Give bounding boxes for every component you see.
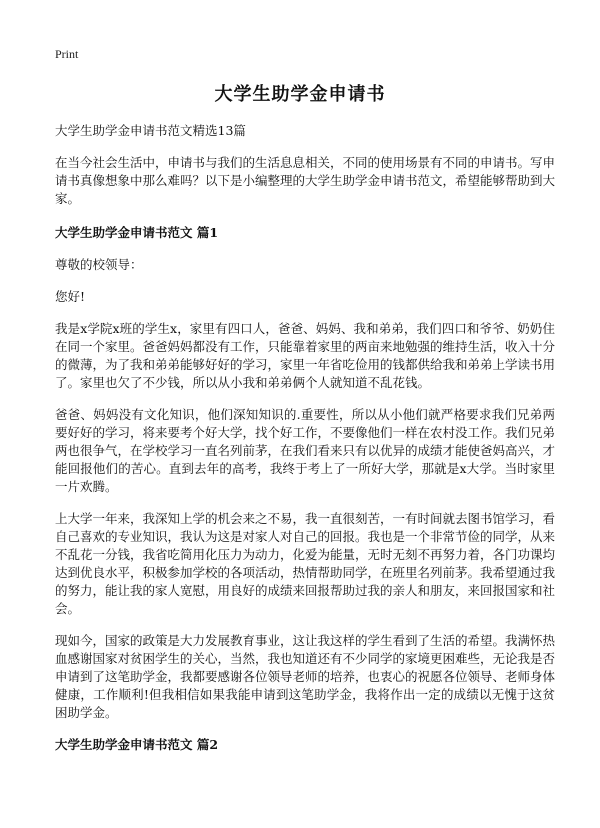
document-title: 大学生助学金申请书 [214,84,386,105]
greeting: 您好! [55,289,86,304]
section-heading-2: 大学生助学金申请书范文 篇2 [55,737,219,752]
document-subtitle: 大学生助学金申请书范文精选13篇 [55,123,246,138]
intro-paragraph: 在当今社会生活中，申请书与我们的生活息息相关，不同的使用场景有不同的申请书。写申请书真像想象中那么难吗？以下是小编整理的大学生助学金申请书范文，希望能够帮助到大家。 [55,155,556,206]
body-paragraph-1: 我是x学院x班的学生x，家里有四口人，爸爸、妈妈、我和弟弟，我们四口和爷爷、奶奶住在同一个家里。爸爸妈妈都没有工作，只能靠着家里的两亩来地勉强的维持生活，收入十分的微薄，为了我和弟弟能够好好的学习，家里一年省吃俭用的钱都供给我和弟弟上学读书用了。家里也欠了不少钱，所以从小我和弟弟俩个人就知道不乱花钱。 [55,321,556,390]
body-paragraph-4: 现如今，国家的政策是大力发展教育事业，这让我这样的学生看到了生活的希望。我满怀热血感谢国家对贫困学生的关心，当然，我也知道还有不少同学的家境更困难些，无论我是否申请到了这笔助学金，我都要感谢各位领导老师的培养，也衷心的祝愿各位领导、老师身体健康，工作顺利!但我相信如果我能申请到这笔助学金，我将作出一定的成绩以无愧于这贫困助学金。 [55,633,556,720]
print-link[interactable]: Print [55,47,79,61]
body-paragraph-3: 上大学一年来，我深知上学的机会来之不易，我一直很刻苦，一有时间就去图书馆学习，看自己喜欢的专业知识，我认为这是对家人对自己的回报。我也是一个非常节俭的同学，从来不乱花一分钱，我省吃简用化压力为动力，化爱为能量，无时无刻不再努力着，各门功课均达到优良水平，积极参加学校的各项活动，热情帮助同学，在班里名列前茅。我希望通过我的努力，能让我的家人宽慰，用良好的成绩来回报帮助过我的亲人和朋友，来回报国家和社会。 [55,511,556,616]
salutation: 尊敬的校领导： [55,257,143,272]
body-paragraph-2: 爸爸、妈妈没有文化知识，他们深知知识的.重要性，所以从小他们就严格要求我们兄弟两要好好的学习，将来要考个好大学，找个好工作，不要像他们一样在农村没工作。我们兄弟两也很争气，在学校学习一直名列前茅，在我们看来只有以优异的成绩才能使爸妈高兴，才能回报他们的苦心。直到去年的高考，我终于考上了一所好大学，那就是x大学。当时家里一片欢腾。 [55,407,556,494]
document-body [55,122,555,768]
section-heading-1: 大学生助学金申请书范文 篇1 [55,225,219,240]
